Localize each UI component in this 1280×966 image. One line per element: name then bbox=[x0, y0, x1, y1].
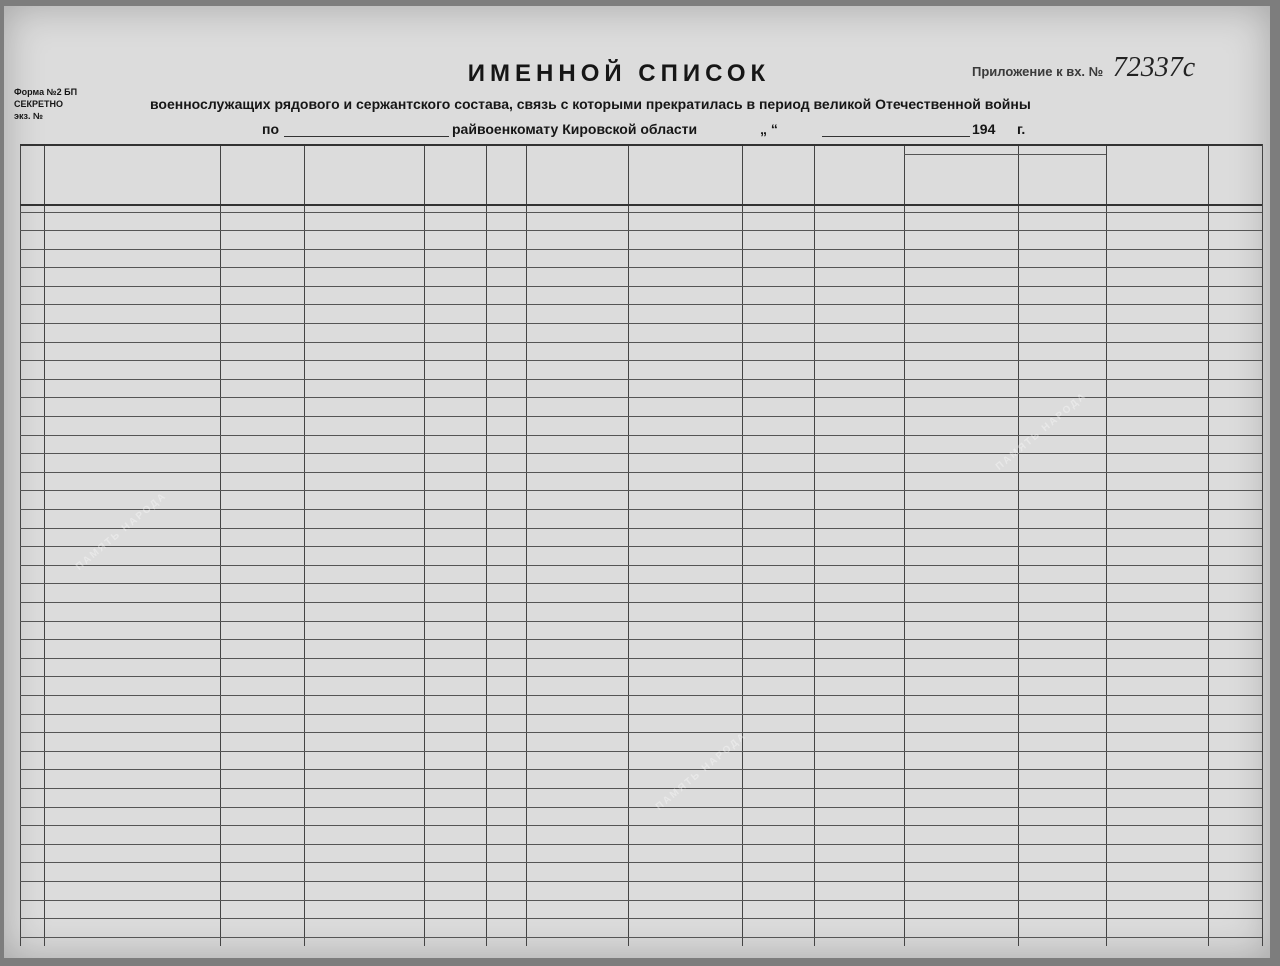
ruled-line bbox=[20, 267, 1262, 268]
ruled-line bbox=[20, 732, 1262, 733]
ruled-line bbox=[20, 416, 1262, 417]
underline-blank-2 bbox=[822, 136, 970, 137]
ruled-line bbox=[20, 807, 1262, 808]
relatives-group-header bbox=[904, 145, 1106, 155]
ruled-line bbox=[20, 342, 1262, 343]
ruled-line bbox=[20, 249, 1262, 250]
watermark: ПАМЯТЬ НАРОДА bbox=[73, 490, 170, 573]
office-label: райвоенкомату Кировской области bbox=[452, 121, 698, 137]
ruled-line bbox=[20, 676, 1262, 677]
column-header bbox=[742, 146, 814, 204]
ruled-line bbox=[20, 509, 1262, 510]
ruled-line bbox=[20, 435, 1262, 436]
ruled-line bbox=[20, 695, 1262, 696]
ruled-line bbox=[20, 304, 1262, 305]
column-header bbox=[1106, 146, 1208, 204]
ruled-line bbox=[20, 546, 1262, 547]
ruled-line bbox=[20, 472, 1262, 473]
ruled-line bbox=[20, 230, 1262, 231]
ruled-line bbox=[20, 360, 1262, 361]
column-header bbox=[1018, 156, 1106, 204]
column-header bbox=[44, 146, 220, 204]
copy-number-label: экз. № bbox=[14, 111, 43, 121]
by-label: по bbox=[262, 121, 280, 137]
watermark: ПАМЯТЬ НАРОДА bbox=[653, 730, 750, 813]
ruled-line bbox=[20, 751, 1262, 752]
form-number: Форма №2 БП bbox=[14, 87, 78, 97]
column-header bbox=[304, 146, 424, 204]
ruled-line bbox=[20, 769, 1262, 770]
watermark: ПАМЯТЬ НАРОДА bbox=[993, 390, 1090, 473]
column-header bbox=[220, 146, 304, 204]
column-header bbox=[628, 146, 742, 204]
document-title: ИМЕННОЙ СПИСОК bbox=[467, 60, 771, 87]
ruled-line bbox=[20, 453, 1262, 454]
ruled-line bbox=[20, 583, 1262, 584]
form-label-block bbox=[14, 86, 77, 122]
column-number-rule bbox=[20, 212, 1262, 213]
ruled-line bbox=[20, 639, 1262, 640]
year-suffix: г. bbox=[1017, 121, 1026, 137]
ruled-line bbox=[20, 286, 1262, 287]
ruled-line bbox=[20, 788, 1262, 789]
ruled-line bbox=[20, 714, 1262, 715]
ruled-line bbox=[20, 621, 1262, 622]
ruled-line bbox=[20, 490, 1262, 491]
document-sheet bbox=[4, 6, 1270, 958]
ruled-line bbox=[20, 937, 1262, 938]
ruled-line bbox=[20, 900, 1262, 901]
column-header bbox=[20, 146, 44, 204]
ruled-line bbox=[20, 528, 1262, 529]
ruled-line bbox=[20, 918, 1262, 919]
column-header bbox=[904, 156, 1018, 204]
ruled-line bbox=[20, 844, 1262, 845]
ruled-line bbox=[20, 825, 1262, 826]
ruled-line bbox=[20, 658, 1262, 659]
ruled-line bbox=[20, 323, 1262, 324]
document-subtitle: военнослужащих рядового и сержантского состава, связь с которыми прекратилась в период великой Отечественной войны bbox=[150, 96, 1031, 112]
column-header bbox=[526, 146, 628, 204]
attachment-number: 72337с bbox=[1112, 52, 1196, 83]
attachment-label: Приложение к вх. № bbox=[972, 64, 1104, 79]
column-header bbox=[1208, 146, 1262, 204]
secret-stamp: СЕКРЕТНО bbox=[14, 99, 63, 109]
date-quotes: „ “ bbox=[760, 121, 778, 137]
column-header bbox=[486, 146, 526, 204]
ruled-line bbox=[20, 602, 1262, 603]
ruled-line bbox=[20, 881, 1262, 882]
year-label: 194 bbox=[972, 121, 996, 137]
header-bottom-rule bbox=[20, 204, 1262, 206]
ruled-line bbox=[20, 862, 1262, 863]
column-divider bbox=[1262, 144, 1263, 946]
underline-blank-1 bbox=[284, 136, 449, 137]
column-header bbox=[814, 146, 904, 204]
column-header bbox=[424, 146, 486, 204]
ruled-line bbox=[20, 565, 1262, 566]
ruled-line bbox=[20, 379, 1262, 380]
